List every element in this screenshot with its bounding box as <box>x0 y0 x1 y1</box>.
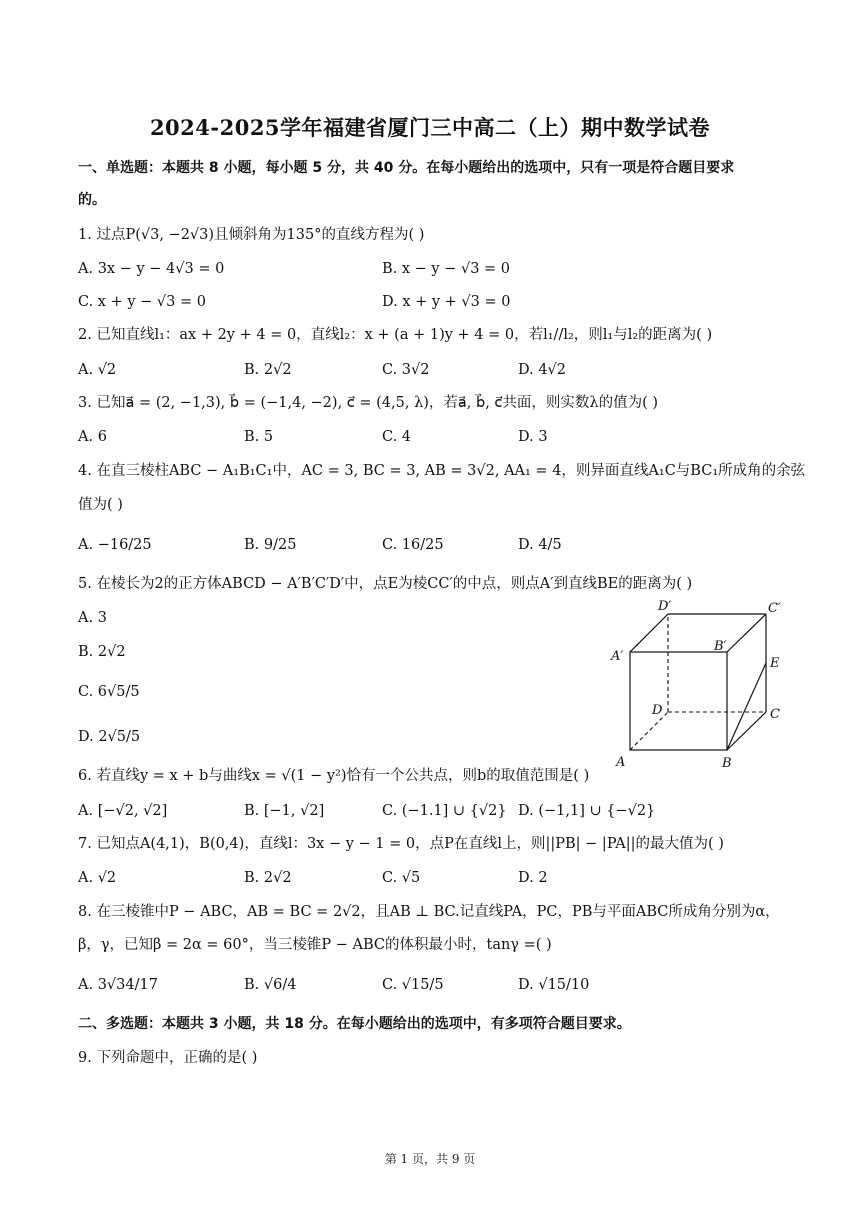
label-c1: C′ <box>768 601 781 616</box>
q6-option-a: A. [−√2, √2] <box>78 803 168 819</box>
q5-option-d: D. 2√5/5 <box>78 729 141 745</box>
q7-option-a: A. √2 <box>78 870 117 886</box>
q6-option-c: C. (−1.1] ∪ {√2} <box>382 803 507 819</box>
label-d1: D′ <box>658 599 672 614</box>
edge-b1c1 <box>727 614 766 652</box>
page-footer: 第 1 页，共 9 页 <box>384 1152 476 1166</box>
edge-bc <box>727 712 766 750</box>
front-face <box>630 652 727 750</box>
page-title: 2024-2025学年福建省厦门三中高二（上）期中数学试卷 <box>149 115 711 140</box>
q5-option-b: B. 2√2 <box>78 644 126 660</box>
q1-stem: 1. 过点P(√3, −2√3)且倾斜角为135°的直线方程为( ) <box>78 227 425 243</box>
q6-stem: 6. 若直线y = x + b与曲线x = √(1 − y²)恰有一个公共点，则b的取值范围是( ) <box>78 768 590 784</box>
q4-option-b: B. 9/25 <box>244 537 297 553</box>
segment-be <box>727 663 766 750</box>
q4-option-a: A. −16/25 <box>78 537 152 553</box>
edge-a1d1 <box>630 614 668 652</box>
section1-heading-cont: 的。 <box>78 192 106 208</box>
label-c: C <box>770 707 780 722</box>
q1-option-d: D. x + y + √3 = 0 <box>382 294 511 310</box>
q7-option-b: B. 2√2 <box>244 870 292 886</box>
label-a1: A′ <box>611 649 624 664</box>
label-d: D <box>652 703 663 718</box>
q2-stem: 2. 已知直线l₁：ax + 2y + 4 = 0，直线l₂：x + (a + 1)y + 4 = 0，若l₁//l₂，则l₁与l₂的距离为( ) <box>78 327 713 343</box>
q8-option-a: A. 3√34/17 <box>78 977 158 993</box>
label-b: B <box>722 756 732 771</box>
cube-figure <box>606 596 796 776</box>
q2-option-a: A. √2 <box>78 362 117 378</box>
label-a: A <box>616 755 626 770</box>
q8-option-d: D. √15/10 <box>518 977 590 993</box>
q2-option-b: B. 2√2 <box>244 362 292 378</box>
q8-option-b: B. √6/4 <box>244 977 297 993</box>
q4-option-c: C. 16/25 <box>382 537 444 553</box>
q4-option-d: D. 4/5 <box>518 537 562 553</box>
q4-stem-cont: 值为( ) <box>78 497 123 513</box>
q3-option-c: C. 4 <box>382 429 412 445</box>
q3-option-a: A. 6 <box>78 429 107 445</box>
q1-option-b: B. x − y − √3 = 0 <box>382 261 511 277</box>
q8-option-c: C. √15/5 <box>382 977 444 993</box>
label-b1: B′ <box>714 639 727 654</box>
q3-option-b: B. 5 <box>244 429 274 445</box>
q7-option-c: C. √5 <box>382 870 421 886</box>
q7-option-d: D. 2 <box>518 870 548 886</box>
q9-stem: 9. 下列命题中，正确的是( ) <box>78 1050 258 1066</box>
q5-option-c: C. 6√5/5 <box>78 684 140 700</box>
section2-heading: 二、多选题：本题共 3 小题，共 18 分。在每小题给出的选项中，有多项符合题目要求。 <box>78 1016 631 1032</box>
q5-option-a: A. 3 <box>78 610 107 626</box>
q2-option-d: D. 4√2 <box>518 362 567 378</box>
q8-stem-cont: β，γ，已知β = 2α = 60°，当三棱锥P − ABC的体积最小时，tanγ =( ) <box>78 937 552 953</box>
q7-stem: 7. 已知点A(4,1)，B(0,4)，直线l：3x − y − 1 = 0，点P在直线l上，则||PB| − |PA||的最大值为( ) <box>78 836 724 852</box>
q6-option-b: B. [−1, √2] <box>244 803 325 819</box>
q3-stem: 3. 已知a⃗ = (2, −1,3), b⃗ = (−1,4, −2), c⃗ = (4,5, λ)，若a⃗, b⃗, c⃗共面，则实数λ的值为( ) <box>78 395 659 411</box>
q2-option-c: C. 3√2 <box>382 362 430 378</box>
section1-heading: 一、单选题：本题共 8 小题，每小题 5 分，共 40 分。在每小题给出的选项中，只有一项是符合题目要求 <box>78 160 735 176</box>
q3-option-d: D. 3 <box>518 429 548 445</box>
q4-stem: 4. 在直三棱柱ABC − A₁B₁C₁中，AC = 3, BC = 3, AB = 3√2, AA₁ = 4，则异面直线A₁C与BC₁所成角的余弦 <box>78 463 806 479</box>
q5-stem: 5. 在棱长为2的正方体ABCD − A′B′C′D′中，点E为棱CC′的中点，则点A′到直线BE的距离为( ) <box>78 576 693 592</box>
q8-stem: 8. 在三棱锥中P − ABC，AB = BC = 2√2，且AB ⊥ BC.记直线PA，PC，PB与平面ABC所成角分别为α， <box>78 904 780 920</box>
label-e: E <box>770 656 780 671</box>
q1-option-c: C. x + y − √3 = 0 <box>78 294 206 310</box>
q6-option-d: D. (−1,1] ∪ {−√2} <box>518 803 656 819</box>
q1-option-a: A. 3x − y − 4√3 = 0 <box>78 261 225 277</box>
